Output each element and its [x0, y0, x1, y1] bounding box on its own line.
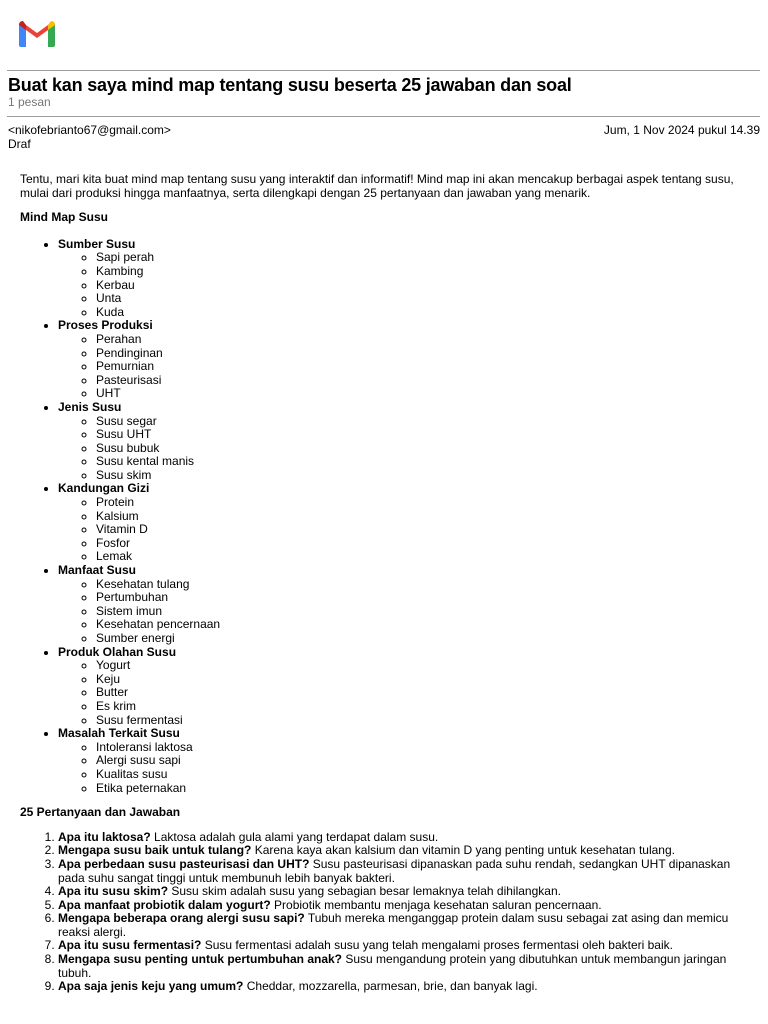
mindmap-subitem: ◦ Susu kental manis — [96, 455, 745, 469]
qa-item — [58, 844, 745, 858]
gmail-logo-icon — [16, 17, 58, 49]
qa-item — [58, 899, 745, 913]
email-subject: Buat kan saya mind map tentang susu beserta 25 jawaban dan soal — [8, 75, 572, 95]
mindmap-subitem: ◦ Susu bubuk — [96, 442, 745, 456]
email-body — [20, 173, 745, 994]
qa-answer: Probiotik membantu menjaga kesehatan saluran pencernaan. — [274, 897, 602, 912]
qa-answer: Tubuh mereka menganggap protein dalam susu sebagai zat asing dan memicu reaksi alergi. — [58, 911, 729, 939]
mindmap-subitem: ◦ Susu skim — [96, 469, 745, 483]
mindmap-subitem: ◦ Kerbau — [96, 279, 745, 293]
qa-question: Apa perbedaan susu pasteurisasi dan UHT? — [58, 856, 310, 871]
mindmap-category-title: Masalah Terkait Susu — [58, 726, 180, 741]
mindmap-subitem: ◦ Sapi perah — [96, 251, 745, 265]
qa-item — [58, 858, 745, 885]
mindmap-subitem: ◦ Intoleransi laktosa — [96, 741, 745, 755]
qa-answer: Susu skim adalah susu yang sebagian besar lemaknya telah dihilangkan. — [171, 884, 561, 899]
qa-question: Mengapa beberapa orang alergi susu sapi? — [58, 911, 305, 926]
mindmap-subitem: ◦ Fosfor — [96, 537, 745, 551]
mindmap-subitem: ◦ Etika peternakan — [96, 782, 745, 796]
qa-answer: Susu pasteurisasi dipanaskan pada suhu rendah, sedangkan UHT dipanaskan pada suhu sangat tinggi untuk membunuh lebih banyak bakteri. — [58, 856, 731, 885]
mindmap-subitems — [58, 496, 745, 564]
mindmap-subitem: ◦ Pendinginan — [96, 347, 745, 361]
qa-item — [58, 953, 745, 980]
qa-answer: Laktosa adalah gula alami yang terdapat dalam susu. — [154, 829, 439, 844]
mindmap-category-title: Jenis Susu — [58, 399, 122, 414]
mindmap-subitem: ◦ Alergi susu sapi — [96, 754, 745, 768]
mindmap-subitem: ◦ Susu fermentasi — [96, 714, 745, 728]
mindmap-subitem: ◦ Keju — [96, 673, 745, 687]
mindmap-subitem: ◦ Kambing — [96, 265, 745, 279]
mindmap-subitem: ◦ Yogurt — [96, 659, 745, 673]
email-date: Jum, 1 Nov 2024 pukul 14.39 — [603, 123, 760, 137]
mindmap-subitem: ◦ Kesehatan pencernaan — [96, 618, 745, 632]
mindmap-subitem: ◦ Sumber energi — [96, 632, 745, 646]
qa-list — [20, 831, 745, 994]
mindmap-subitems — [58, 251, 745, 319]
mindmap-category-title: Kandungan Gizi — [58, 481, 150, 496]
mindmap-subitem: ◦ Susu UHT — [96, 428, 745, 442]
mindmap-subitems — [58, 578, 745, 646]
mindmap-subitem: ◦ Perahan — [96, 333, 745, 347]
mindmap-category — [58, 727, 745, 795]
qa-answer: Susu fermentasi adalah susu yang telah mengalami proses fermentasi oleh bakteri baik. — [204, 938, 673, 953]
header-divider — [7, 70, 760, 71]
qa-item — [58, 980, 745, 994]
qa-item — [58, 912, 745, 939]
mindmap-subitem: ◦ Protein — [96, 496, 745, 510]
qa-question: Apa itu susu skim? — [58, 884, 169, 899]
mindmap-subitem: ◦ Kalsium — [96, 510, 745, 524]
mindmap-list — [20, 238, 745, 795]
mindmap-subitem: ◦ Es krim — [96, 700, 745, 714]
mindmap-subitem: ◦ UHT — [96, 387, 745, 401]
message-count: 1 pesan — [8, 95, 51, 109]
qa-answer: Cheddar, mozzarella, parmesan, brie, dan banyak lagi. — [246, 979, 538, 994]
qa-question: Apa saja jenis keju yang umum? — [58, 979, 244, 994]
mindmap-subitem: ◦ Kesehatan tulang — [96, 578, 745, 592]
qa-item — [58, 939, 745, 953]
mindmap-category — [58, 319, 745, 401]
mindmap-subitem: ◦ Kuda — [96, 306, 745, 320]
intro-paragraph: Tentu, mari kita buat mind map tentang susu yang interaktif dan informatif! Mind map ini akan mencakup berbagai aspek tentang susu, mulai dari produksi hingga manfaatnya, serta dilengkapi dengan 25 pertanyaan dan jawaban yang menarik. — [20, 172, 734, 200]
mindmap-category — [58, 564, 745, 646]
mindmap-category-title: Manfaat Susu — [58, 563, 137, 578]
qa-answer: Susu mengandung protein yang dibutuhkan untuk membangun jaringan tubuh. — [58, 952, 727, 980]
mindmap-category — [58, 238, 745, 320]
mindmap-heading: Mind Map Susu — [20, 210, 108, 225]
mindmap-category-title: Produk Olahan Susu — [58, 644, 177, 659]
mindmap-subitem: ◦ Kualitas susu — [96, 768, 745, 782]
mindmap-subitem: ◦ Lemak — [96, 550, 745, 564]
mindmap-subitem: ◦ Pertumbuhan — [96, 591, 745, 605]
sender-address: <nikofebrianto67@gmail.com> — [8, 123, 171, 137]
mindmap-category-title: Proses Produksi — [58, 318, 153, 333]
qa-heading: 25 Pertanyaan dan Jawaban — [20, 805, 181, 820]
mindmap-category — [58, 646, 745, 728]
mindmap-subitem: ◦ Vitamin D — [96, 523, 745, 537]
mindmap-category — [58, 401, 745, 483]
qa-answer: Karena kaya akan kalsium dan vitamin D yang penting untuk kesehatan tulang. — [254, 843, 675, 858]
mindmap-subitems — [58, 659, 745, 727]
mindmap-category — [58, 482, 745, 564]
recipient-label: Draf — [8, 137, 31, 151]
mindmap-subitems — [58, 333, 745, 401]
qa-item — [58, 831, 745, 845]
subject-divider — [7, 116, 760, 117]
mindmap-subitem: ◦ Butter — [96, 686, 745, 700]
qa-item — [58, 885, 745, 899]
qa-question: Apa itu susu fermentasi? — [58, 938, 202, 953]
qa-question: Mengapa susu penting untuk pertumbuhan anak? — [58, 952, 343, 967]
mindmap-category-title: Sumber Susu — [58, 236, 136, 251]
qa-question: Apa itu laktosa? — [58, 829, 151, 844]
mindmap-subitem: ◦ Pasteurisasi — [96, 374, 745, 388]
mindmap-subitem: ◦ Sistem imun — [96, 605, 745, 619]
qa-question: Apa manfaat probiotik dalam yogurt? — [58, 897, 271, 912]
mindmap-subitems — [58, 741, 745, 795]
mindmap-subitems — [58, 415, 745, 483]
mindmap-subitem: ◦ Pemurnian — [96, 360, 745, 374]
mindmap-subitem: ◦ Unta — [96, 292, 745, 306]
mindmap-subitem: ◦ Susu segar — [96, 415, 745, 429]
qa-question: Mengapa susu baik untuk tulang? — [58, 843, 252, 858]
